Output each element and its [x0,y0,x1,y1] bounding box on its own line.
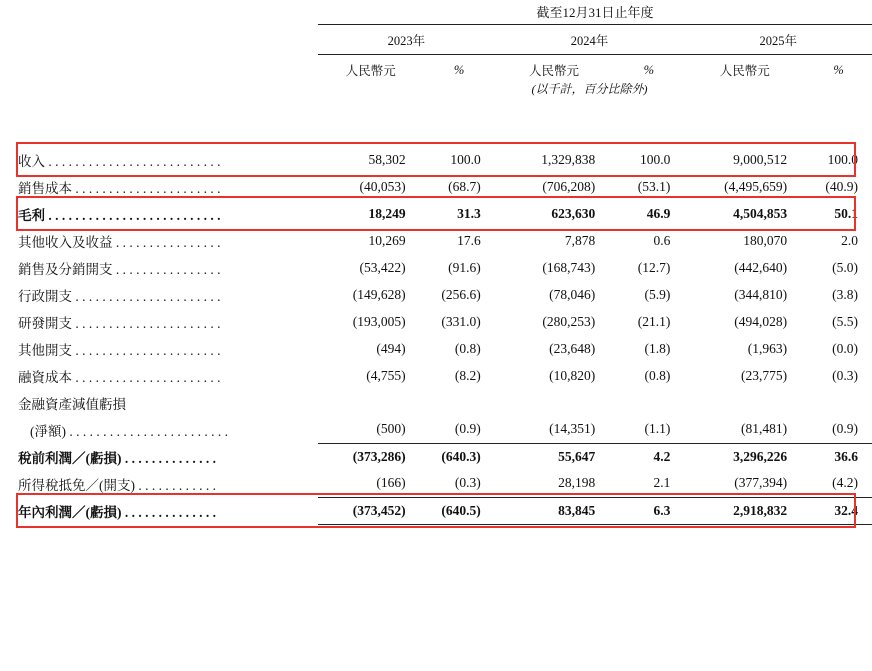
row-label-text: 研發開支 [18,315,72,331]
unit-rmb-2023: 人民幣元 [345,64,396,78]
row-amount-value: 1,329,838 [541,151,596,167]
row-label [0,335,318,362]
gap-cell [0,102,872,146]
row-label-text: 融資成本 [18,369,72,385]
row-amount-value: (4,755) [366,367,406,383]
row-percent-value: (68.7) [448,178,481,194]
unit-pct-2025: % [833,62,844,77]
year-header-2023: 2023年 [318,25,495,55]
row-label [0,146,318,173]
row-amount-value [495,389,614,416]
row-percent-value: (331.0) [441,313,481,329]
row-label-text: 其他收入及收益 [18,234,113,250]
unit-header-spacer [0,55,318,81]
row-percent-value: (4.2) [832,475,858,491]
unit-note-spacer-3 [684,80,872,102]
row-leader-dots: . . . . . . . . . . . . . . . . [112,261,221,277]
row-amount-value: (40,053) [359,178,406,194]
unit-pct-2023: % [453,62,465,77]
row-percent-value: (256.6) [441,286,481,302]
row-amount-value [318,389,424,416]
row-percent-value: 100.0 [640,151,671,167]
row-label [0,362,318,389]
row-leader-dots: . . . . . . . . . . . . . . . . . . . . . . [72,315,221,331]
row-label [0,389,318,416]
row-percent-value: (0.8) [454,340,481,356]
table-row [0,443,872,470]
unit-note-spacer-2 [318,80,495,102]
period-title: 截至12月31日止年度 [318,0,872,25]
row-percent-value: 0.6 [653,232,671,248]
row-amount-value: (280,253) [542,313,596,329]
table-row [0,254,872,281]
row-amount-value: (494) [376,340,406,356]
unit-pct-2024: % [643,62,655,77]
row-label-text: 金融資產減值虧損 [18,396,126,412]
row-percent-value: (1.8) [644,340,671,356]
row-label [0,173,318,200]
row-leader-dots: . . . . . . . . . . . . . . . . . . . . . . . . . . [45,153,221,169]
unit-rmb-2024: 人民幣元 [528,64,579,78]
row-percent-value: (40.9) [825,178,858,194]
row-label [0,308,318,335]
year-header-spacer [0,25,318,55]
row-percent-value: 31.3 [457,205,481,221]
row-amount-value: (23,648) [549,340,596,356]
row-leader-dots: . . . . . . . . . . . . . . . . [112,234,221,250]
unit-rmb-2025: 人民幣元 [719,64,770,78]
row-leader-dots: . . . . . . . . . . . . . . . . . . . . . . [72,342,221,358]
unit-note: (以千計，百分比除外) [531,82,648,96]
row-amount-value: (81,481) [740,421,788,437]
row-amount-value: 28,198 [558,475,596,491]
row-amount-value: 9,000,512 [733,151,788,167]
table-row [0,389,872,416]
row-amount-value: (377,394) [734,475,788,491]
row-label [0,443,318,470]
table-row [0,362,872,389]
row-amount-value: 2,918,832 [684,497,805,524]
row-label [0,470,318,497]
row-label [0,281,318,308]
row-amount-value: (1,963) [747,340,788,356]
row-leader-dots: . . . . . . . . . . . . . . . . . . . . . . [72,369,221,385]
row-percent-value: 2.1 [653,475,671,491]
table-row [0,200,872,227]
row-amount-value: 18,249 [368,205,406,221]
row-leader-dots: . . . . . . . . . . . . . . . . . . . . . . [72,288,221,304]
row-label-text: (淨額) [30,423,66,439]
row-amount-value: (4,495,659) [724,178,788,194]
statement-rows [0,146,872,524]
row-amount-value: (10,820) [549,367,596,383]
year-header-2025: 2025年 [684,25,872,55]
row-label-text: 銷售及分銷開支 [18,261,113,277]
row-amount-value: (344,810) [734,286,788,302]
row-leader-dots: . . . . . . . . . . . . . . . . . . . . . . . . . . [45,207,221,223]
row-amount-value: (166) [376,475,406,491]
row-amount-value: 58,302 [368,151,406,167]
unit-note-row [0,80,872,102]
table-row [0,227,872,254]
row-amount-value: (706,208) [542,178,596,194]
row-percent-value: (53.1) [637,178,671,194]
row-percent-value: (640.5) [424,497,495,524]
row-leader-dots: . . . . . . . . . . . . . . [121,450,216,466]
row-percent-value: 100.0 [827,151,858,167]
row-label [0,200,318,227]
table-row [0,335,872,362]
row-percent-value: 2.0 [841,232,858,248]
period-header-row [0,0,872,25]
table-row [0,497,872,524]
row-percent-value: (5.5) [832,313,858,329]
row-percent-value: 17.6 [457,232,481,248]
row-label-text: 其他開支 [18,342,72,358]
row-label [0,416,318,443]
table-row [0,308,872,335]
row-label-text: 銷售成本 [18,180,72,196]
row-label-text: 年內利潤／(虧損) [18,504,122,520]
row-label-text: 所得稅抵免／(開支) [18,477,135,493]
row-percent-value [613,389,684,416]
row-percent-value: (1.1) [644,421,671,437]
table-row [0,470,872,497]
row-amount-value: (78,046) [549,286,596,302]
table-row [0,416,872,443]
row-percent-value: (0.3) [832,367,858,383]
row-amount-value: 7,878 [564,232,596,248]
row-amount-value: 83,845 [495,497,614,524]
row-amount-value: (373,286) [318,443,424,470]
year-header-2024: 2024年 [495,25,685,55]
row-amount-value: (23,775) [740,367,788,383]
row-percent-value: (0.8) [644,367,671,383]
row-percent-value: (0.9) [832,421,858,437]
table-row [0,146,872,173]
row-label [0,227,318,254]
table-row [0,173,872,200]
row-label-text: 稅前利潤／(虧損) [18,450,122,466]
unit-note-spacer [0,80,318,102]
row-leader-dots: . . . . . . . . . . . . [135,477,216,493]
row-label-text: 行政開支 [18,288,72,304]
row-amount-value: (373,452) [318,497,424,524]
row-amount-value: 180,070 [743,232,788,248]
row-percent-value: (12.7) [637,259,671,275]
row-percent-value: 4.2 [613,443,684,470]
row-percent-value: 50.1 [834,205,858,221]
row-percent-value: (5.9) [644,286,671,302]
row-percent-value [424,389,495,416]
row-amount-value: (149,628) [352,286,406,302]
row-percent-value: (0.9) [454,421,481,437]
row-percent-value: (0.0) [832,340,858,356]
row-leader-dots: . . . . . . . . . . . . . . [121,504,216,520]
row-percent-value: 32.4 [805,497,872,524]
row-amount-value: (168,743) [542,259,596,275]
row-percent-value: (0.3) [454,475,481,491]
row-amount-value: 623,630 [551,205,596,221]
row-label [0,254,318,281]
row-amount-value [684,389,805,416]
header-body-gap [0,102,872,146]
row-percent-value: 46.9 [646,205,671,221]
row-percent-value: (91.6) [448,259,481,275]
row-amount-value: 10,269 [368,232,406,248]
row-amount-value: 55,647 [495,443,614,470]
row-amount-value: (193,005) [352,313,406,329]
row-percent-value: (5.0) [832,259,858,275]
row-percent-value: (8.2) [454,367,481,383]
row-leader-dots: . . . . . . . . . . . . . . . . . . . . . . . . [66,423,228,439]
year-header-row [0,25,872,55]
row-percent-value: (21.1) [637,313,671,329]
row-leader-dots: . . . . . . . . . . . . . . . . . . . . . . [72,180,221,196]
row-percent-value: (3.8) [832,286,858,302]
row-label-text: 毛利 [18,207,45,223]
row-amount-value: (500) [376,421,406,437]
header-spacer [0,0,318,25]
row-percent-value: 36.6 [805,443,872,470]
row-amount-value: 4,504,853 [733,205,788,221]
unit-header-row [0,55,872,81]
table-row [0,281,872,308]
row-amount-value: (53,422) [359,259,406,275]
row-percent-value [805,389,872,416]
row-amount-value: (442,640) [734,259,788,275]
row-amount-value: 3,296,226 [684,443,805,470]
row-label [0,497,318,524]
row-percent-value: 100.0 [450,151,481,167]
row-amount-value: (494,028) [734,313,788,329]
row-label-text: 收入 [18,153,45,169]
row-percent-value: 6.3 [613,497,684,524]
row-amount-value: (14,351) [549,421,596,437]
row-percent-value: (640.3) [424,443,495,470]
